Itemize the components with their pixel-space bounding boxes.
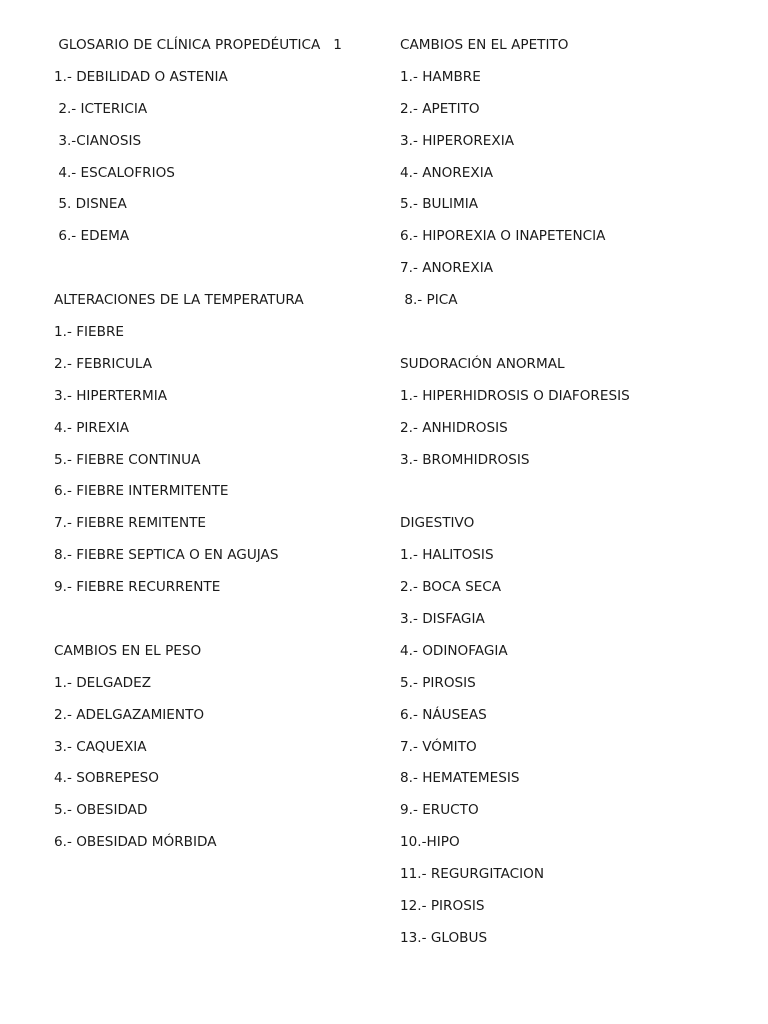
glossary-item: 4.- SOBREPESO — [54, 770, 159, 787]
glossary-item: 9.- ERUCTO — [400, 802, 479, 819]
glossary-item: 2.- APETITO — [400, 100, 480, 117]
glossary-item: 12.- PIROSIS — [400, 898, 485, 915]
glossary-item: 9.- FIEBRE RECURRENTE — [54, 579, 221, 596]
glossary-item: 1.- FIEBRE — [54, 324, 124, 341]
glossary-item: 5.- PIROSIS — [400, 674, 476, 691]
right-column — [400, 33, 730, 958]
glossary-item: 2.- BOCA SECA — [400, 579, 502, 596]
glossary-item: 4.- ANOREXIA — [400, 164, 494, 181]
glossary-item: 1.- HIPERHIDROSIS O DIAFORESIS — [400, 387, 630, 404]
glossary-item: 3.- DISFAGIA — [400, 611, 485, 628]
glossary-item: 3.- CAQUEXIA — [54, 738, 147, 755]
glossary-item: 10.-HIPO — [400, 834, 460, 851]
section-heading: CAMBIOS EN EL PESO — [54, 642, 202, 659]
glossary-item: 5.- BULIMIA — [400, 196, 479, 213]
glossary-item: 2.- FEBRICULA — [54, 355, 153, 372]
glossary-item: 5.- FIEBRE CONTINUA — [54, 451, 201, 468]
glossary-item: 6.- NÁUSEAS — [400, 706, 487, 723]
glossary-item: 8.- PICA — [400, 292, 458, 309]
glossary-item: 6.- OBESIDAD MÓRBIDA — [54, 834, 217, 851]
section-heading: DIGESTIVO — [400, 515, 475, 532]
section-heading: GLOSARIO DE CLÍNICA PROPEDÉUTICA 1 — [54, 37, 342, 53]
glossary-item: 3.-CIANOSIS — [54, 132, 142, 149]
glossary-item: 7.- ANOREXIA — [400, 260, 494, 277]
glossary-item: 2.- ICTERICIA — [54, 100, 148, 117]
glossary-item: 5. DISNEA — [54, 196, 127, 213]
section-heading: CAMBIOS EN EL APETITO — [400, 37, 569, 53]
section-heading: SUDORACIÓN ANORMAL — [400, 355, 565, 372]
glossary-item: 7.- VÓMITO — [400, 738, 477, 755]
glossary-item: 8.- FIEBRE SEPTICA O EN AGUJAS — [54, 547, 279, 564]
glossary-item: 6.- EDEMA — [54, 228, 130, 245]
glossary-item: 1.- DELGADEZ — [54, 674, 152, 691]
glossary-item: 4.- ODINOFAGIA — [400, 642, 508, 659]
glossary-item: 4.- ESCALOFRIOS — [54, 164, 175, 181]
glossary-item: 2.- ANHIDROSIS — [400, 419, 508, 436]
glossary-item: 13.- GLOBUS — [400, 929, 488, 946]
glossary-item: 1.- DEBILIDAD O ASTENIA — [54, 68, 228, 85]
glossary-item: 3.- BROMHIDROSIS — [400, 451, 530, 468]
glossary-item: 3.- HIPEROREXIA — [400, 132, 515, 149]
glossary-item: 6.- FIEBRE INTERMITENTE — [54, 483, 229, 500]
glossary-item: 2.- ADELGAZAMIENTO — [54, 706, 205, 723]
glossary-item: 11.- REGURGITACION — [400, 866, 545, 883]
glossary-item: 6.- HIPOREXIA O INAPETENCIA — [400, 228, 606, 245]
glossary-item: 1.- HAMBRE — [400, 68, 481, 85]
glossary-item: 1.- HALITOSIS — [400, 547, 494, 564]
glossary-item: 8.- HEMATEMESIS — [400, 770, 520, 787]
left-column — [54, 33, 384, 862]
glossary-item: 3.- HIPERTERMIA — [54, 387, 168, 404]
glossary-item: 5.- OBESIDAD — [54, 802, 148, 819]
glossary-item: 7.- FIEBRE REMITENTE — [54, 515, 207, 532]
glossary-item: 4.- PIREXIA — [54, 419, 130, 436]
section-heading: ALTERACIONES DE LA TEMPERATURA — [54, 292, 304, 309]
